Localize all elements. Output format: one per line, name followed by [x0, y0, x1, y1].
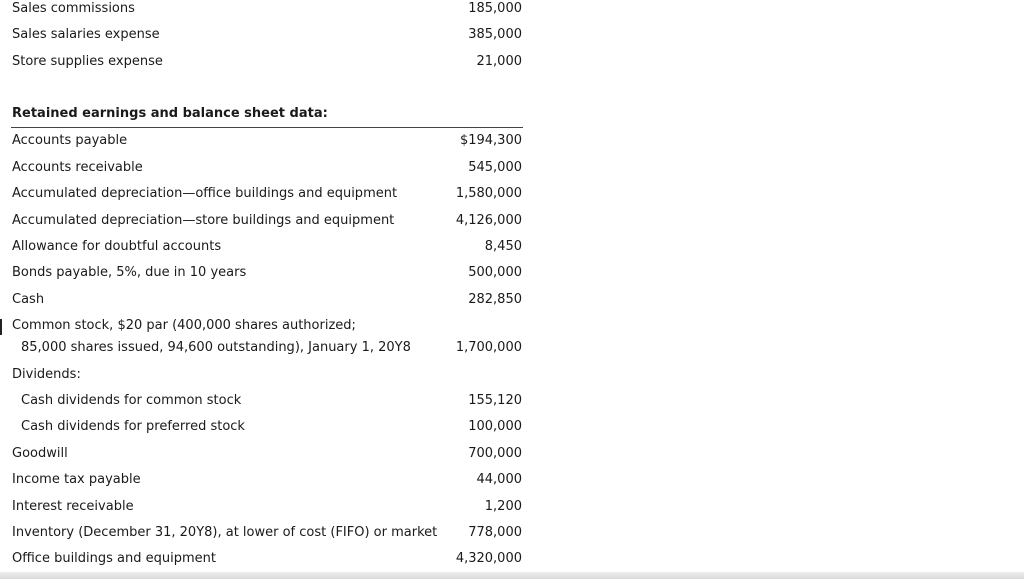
- table-row: [12, 158, 522, 178]
- row-label: Bonds payable, 5%, due in 10 years: [12, 265, 247, 280]
- row-amount: 1,700,000: [455, 340, 522, 355]
- row-label: Common stock, $20 par (400,000 shares authorized;: [12, 318, 356, 333]
- table-row: [12, 131, 522, 151]
- table-row: [12, 0, 522, 19]
- row-amount: 545,000: [468, 160, 522, 175]
- row-label: Sales commissions: [12, 1, 135, 16]
- table-row: [12, 237, 522, 257]
- row-amount: 4,126,000: [455, 213, 522, 228]
- table-row: [12, 365, 522, 385]
- row-amount: 44,000: [476, 472, 522, 487]
- table-row: [12, 391, 522, 411]
- table-row: [12, 184, 522, 204]
- row-label: Sales salaries expense: [12, 27, 160, 42]
- row-amount: 155,120: [468, 393, 522, 408]
- row-label: Accounts payable: [12, 133, 128, 148]
- row-label: Accumulated depreciation—office buildings and equipment: [12, 186, 398, 201]
- row-label: Income tax payable: [12, 472, 141, 487]
- row-label: Cash: [12, 292, 45, 307]
- table-row: [12, 316, 522, 336]
- table-row: [12, 549, 522, 569]
- row-label: Accounts receivable: [12, 160, 143, 175]
- row-amount: 8,450: [484, 239, 522, 254]
- row-label: Accumulated depreciation—store buildings and equipment: [12, 213, 395, 228]
- table-row: [12, 523, 522, 543]
- row-label: Cash dividends for common stock: [21, 393, 242, 408]
- row-label: Office buildings and equipment: [12, 551, 216, 566]
- left-edge-marker: [0, 319, 2, 335]
- row-amount: 385,000: [468, 27, 522, 42]
- row-label: Dividends:: [12, 367, 81, 382]
- row-amount: 700,000: [468, 446, 522, 461]
- table-row: [12, 52, 522, 72]
- section-title: Retained earnings and balance sheet data:: [12, 106, 328, 121]
- table-row: [12, 417, 522, 437]
- row-label: 85,000 shares issued, 94,600 outstanding), January 1, 20Y8: [21, 340, 411, 355]
- table-row: [12, 497, 522, 517]
- bottom-edge-shadow: [0, 572, 1024, 579]
- row-amount: 500,000: [468, 265, 522, 280]
- table-row: [12, 25, 522, 45]
- row-amount: 185,000: [468, 1, 522, 16]
- table-row: [12, 470, 522, 490]
- row-amount: $194,300: [459, 133, 522, 148]
- row-amount: 21,000: [476, 54, 522, 69]
- table-row: [12, 211, 522, 231]
- table-row: [12, 290, 522, 310]
- table-row: [12, 338, 522, 358]
- row-amount: 1,200: [484, 499, 522, 514]
- table-row: [12, 263, 522, 283]
- row-label: Allowance for doubtful accounts: [12, 239, 222, 254]
- row-amount: 778,000: [468, 525, 522, 540]
- row-label: Inventory (December 31, 20Y8), at lower of cost (FIFO) or market: [12, 525, 438, 540]
- section-divider: [11, 127, 523, 128]
- table-row: [12, 444, 522, 464]
- row-label: Goodwill: [12, 446, 68, 461]
- row-label: Store supplies expense: [12, 54, 163, 69]
- row-amount: 4,320,000: [455, 551, 522, 566]
- row-label: Interest receivable: [12, 499, 134, 514]
- row-amount: 100,000: [468, 419, 522, 434]
- row-label: Cash dividends for preferred stock: [21, 419, 245, 434]
- row-amount: 282,850: [468, 292, 522, 307]
- row-amount: 1,580,000: [455, 186, 522, 201]
